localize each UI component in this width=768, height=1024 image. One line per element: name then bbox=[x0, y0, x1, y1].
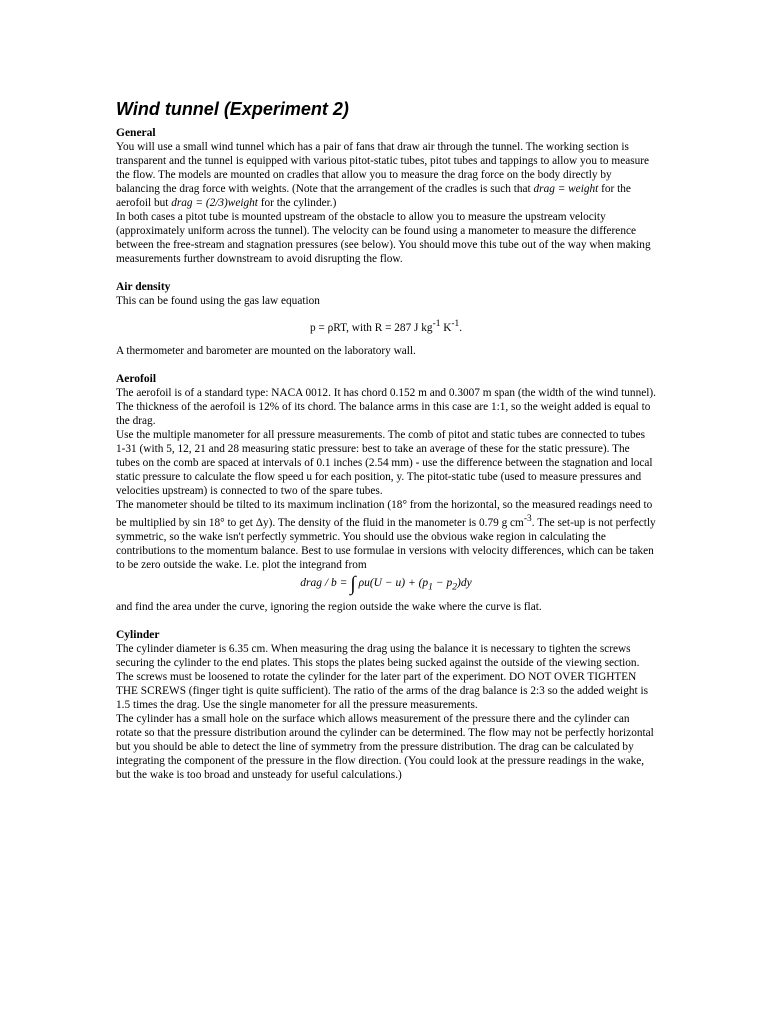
aerofoil-paragraph-4: and find the area under the curve, ignoring the region outside the wake where the curve is flat. bbox=[116, 600, 542, 613]
page-title: Wind tunnel (Experiment 2) bbox=[116, 99, 349, 119]
drag-integral-equation: drag / b = ∫ $\rho u(U - u) + (p_1 - p_2)dy$ bbox=[300, 572, 472, 595]
general-paragraph-1: You will use a small wind tunnel which has a pair of fans that draw air through the tunnel. The working section is transparent and the tunnel is equipped with various pitot-static tubes, pitot tubes and tappings to allow you to measure the flow. The models are mounted on cradles that allow you to measure the drag force on the body directly by balancing the drag force with weights. (Note that the arrangement of the cradles is such that drag = weight for the aerofoil but drag = (2/3)weight for the cylinder.) bbox=[116, 141, 650, 209]
heading-cylinder: Cylinder bbox=[116, 628, 160, 641]
heading-general: General bbox=[116, 127, 156, 139]
air-density-paragraph-2: A thermometer and barometer are mounted on the laboratory wall. bbox=[116, 344, 416, 357]
cylinder-paragraph-2: The cylinder has a small hole on the surface which allows measurement of the pressure there and the cylinder can rotate so that the pressure distribution around the cylinder can be determined. The flow may not be perfectly horizontal but you should be able to detect the line of symmetry from the pressure distribution. The drag can be calculated by integrating the component of the pressure in the flow direction. (You could look at the pressure readings in the wake, but the wake is too broad and unsteady for useful calculations.) bbox=[116, 712, 654, 781]
general-paragraph-2: In both cases a pitot tube is mounted upstream of the obstacle to allow you to measure the upstream velocity (approximately uniform across the tunnel). The velocity can be found using a manometer to measure the difference between the free-stream and stagnation pressures (see below). You should move this tube out of the way when making measurements further downstream to avoid disrupting the flow. bbox=[116, 211, 651, 265]
air-density-paragraph-1: This can be found using the gas law equation bbox=[116, 295, 320, 307]
aerofoil-paragraph-1: The aerofoil is of a standard type: NACA 0012. It has chord 0.152 m and 0.3007 m span (the width of the wind tunnel). The thickness of the aerofoil is 12% of its chord. The balance arms in this case are 1:1, so the weight added is equal to the drag. bbox=[116, 386, 656, 427]
document-content bbox=[116, 98, 656, 782]
heading-air-density: Air density bbox=[116, 281, 171, 293]
aerofoil-paragraph-3: The manometer should be tilted to its maximum inclination (18° from the horizontal, so the measured readings need to be multiplied by sin 18° to get Δy). The density of the fluid in the manometer is 0.79 g $cm^{-3}$. The set-up is not perfectly symmetric, so the wake isn't perfectly symmetric. You should use the obvious wake region in calculating the contributions to the momentum balance. Best to use formulae in versions with velocity differences, which can be taken to be zero outside the wake. I.e. plot the integrand from bbox=[116, 498, 656, 571]
cylinder-paragraph-1: The cylinder diameter is 6.35 cm. When measuring the drag using the balance it is necessary to tighten the screws securing the cylinder to the end plates. This stops the plates being sucked against the outside of the viewing section. The screws must be loosened to rotate the cylinder for the later part of the experiment. DO NOT OVER TIGHTEN THE SCREWS (finger tight is quite sufficient). The ratio of the arms of the drag balance is 2:3 so the added weight is 1.5 times the drag. Use the single manometer for all the pressure measurements. bbox=[116, 642, 648, 711]
heading-aerofoil: Aerofoil bbox=[116, 372, 157, 385]
gas-law-equation: p = ρRT, with R = 287 J $kg^{-1}$ $K^{-1}$. bbox=[309, 319, 463, 334]
aerofoil-paragraph-2: Use the multiple manometer for all pressure measurements. The comb of pitot and static tubes are connected to tubes 1-31 (with 5, 12, 21 and 28 measuring static pressure: best to take an average of these for the static pressure). The tubes on the comb are spaced at intervals of 0.1 inches (2.54 mm) - use the difference between the stagnation and local static pressure to calculate the flow speed u for each position, y. The pitot-static tube (used to measure pressures and velocities upstream) is connected to two of the spare tubes. bbox=[116, 428, 653, 497]
